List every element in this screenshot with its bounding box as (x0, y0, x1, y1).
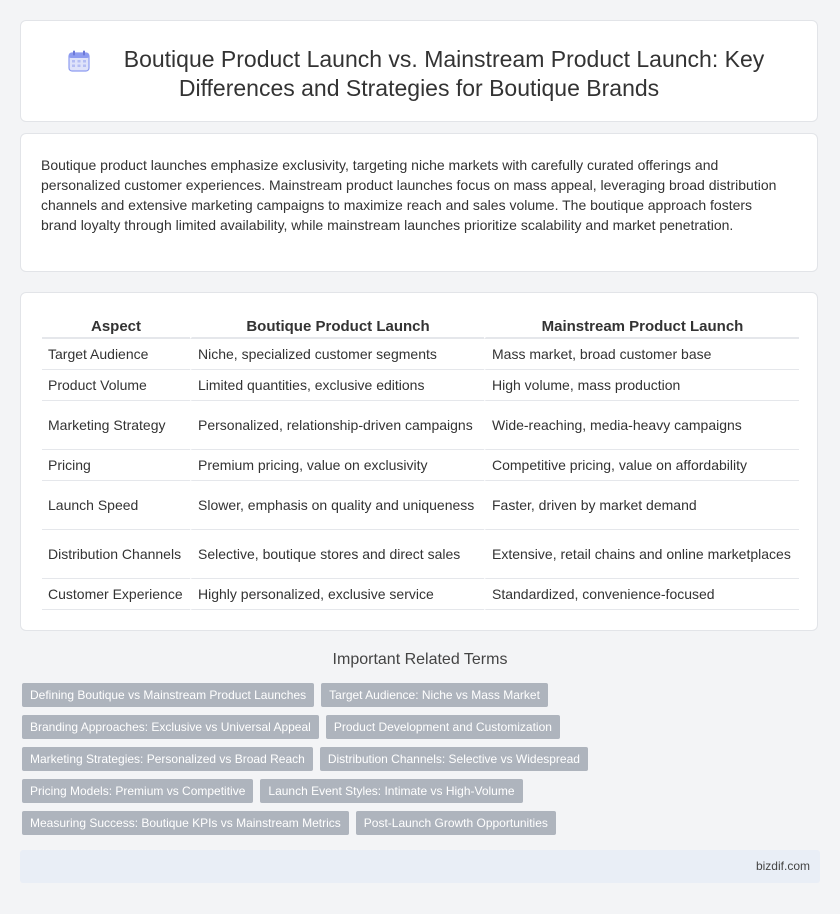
related-term-link[interactable]: Distribution Channels: Selective vs Widespread (320, 747, 588, 771)
table-row (42, 530, 799, 579)
table-cell: Launch Speed (42, 481, 190, 530)
intro-card (20, 133, 818, 272)
table-cell: Niche, specialized customer segments (190, 339, 484, 370)
table-row (42, 579, 799, 610)
table-cell: Pricing (42, 450, 190, 481)
table-cell: Distribution Channels (42, 530, 190, 579)
table-cell: Faster, driven by market demand (484, 481, 799, 530)
related-terms-heading: Important Related Terms (332, 651, 508, 668)
related-term-link[interactable]: Measuring Success: Boutique KPIs vs Mainstream Metrics (22, 811, 349, 835)
table-header-row (42, 313, 799, 339)
table-cell: Competitive pricing, value on affordability (484, 450, 799, 481)
related-term-link[interactable]: Branding Approaches: Exclusive vs Universal Appeal (22, 715, 319, 739)
table-row (42, 450, 799, 481)
table-cell: High volume, mass production (484, 370, 799, 401)
page-title-line-2: Differences and Strategies for Boutique Brands (178, 75, 660, 101)
comparison-table-card (20, 292, 818, 631)
intro-text: Boutique product launches emphasize exclusivity, targeting niche markets with carefully curated offerings and personalized customer experiences. Mainstream product launches focus on mass appeal, leveraging broad distribution channels and extensive marketing campaigns to maximize reach and sales volume. The boutique approach fosters brand loyalty through limited availability, while mainstream launches prioritize scalability and market penetration. (41, 157, 777, 233)
table-row (42, 481, 799, 530)
comparison-table (42, 313, 799, 610)
table-cell: Mass market, broad customer base (484, 339, 799, 370)
footer (20, 850, 820, 883)
table-row (42, 401, 799, 450)
header-boutique: Boutique Product Launch (190, 313, 484, 339)
table-cell: Extensive, retail chains and online marketplaces (484, 530, 799, 579)
table-cell: Target Audience (42, 339, 190, 370)
table-cell: Customer Experience (42, 579, 190, 610)
header-mainstream: Mainstream Product Launch (484, 313, 799, 339)
table-cell: Personalized, relationship-driven campaigns (190, 401, 484, 450)
table-cell: Premium pricing, value on exclusivity (190, 450, 484, 481)
related-term-link[interactable]: Defining Boutique vs Mainstream Product Launches (22, 683, 314, 707)
table-row (42, 370, 799, 401)
table-cell: Highly personalized, exclusive service (190, 579, 484, 610)
page-title-line-1: Boutique Product Launch vs. Mainstream Product Launch: Key (123, 46, 765, 72)
table-row (42, 339, 799, 370)
related-term-link[interactable]: Launch Event Styles: Intimate vs High-Volume (260, 779, 522, 803)
title-card (20, 20, 818, 122)
page-title (21, 45, 817, 103)
table-cell: Wide-reaching, media-heavy campaigns (484, 401, 799, 450)
related-term-link[interactable]: Marketing Strategies: Personalized vs Broad Reach (22, 747, 313, 771)
related-term-link[interactable]: Target Audience: Niche vs Mass Market (321, 683, 548, 707)
table-cell: Slower, emphasis on quality and uniqueness (190, 481, 484, 530)
footer-site-link[interactable]: bizdif.com (755, 859, 810, 873)
related-term-link[interactable]: Post-Launch Growth Opportunities (356, 811, 556, 835)
related-terms-list (22, 683, 812, 843)
table-cell: Selective, boutique stores and direct sales (190, 530, 484, 579)
table-cell: Marketing Strategy (42, 401, 190, 450)
table-cell: Limited quantities, exclusive editions (190, 370, 484, 401)
header-aspect: Aspect (42, 313, 190, 339)
related-term-link[interactable]: Pricing Models: Premium vs Competitive (22, 779, 253, 803)
table-cell: Product Volume (42, 370, 190, 401)
table-cell: Standardized, convenience-focused (484, 579, 799, 610)
related-term-link[interactable]: Product Development and Customization (326, 715, 560, 739)
